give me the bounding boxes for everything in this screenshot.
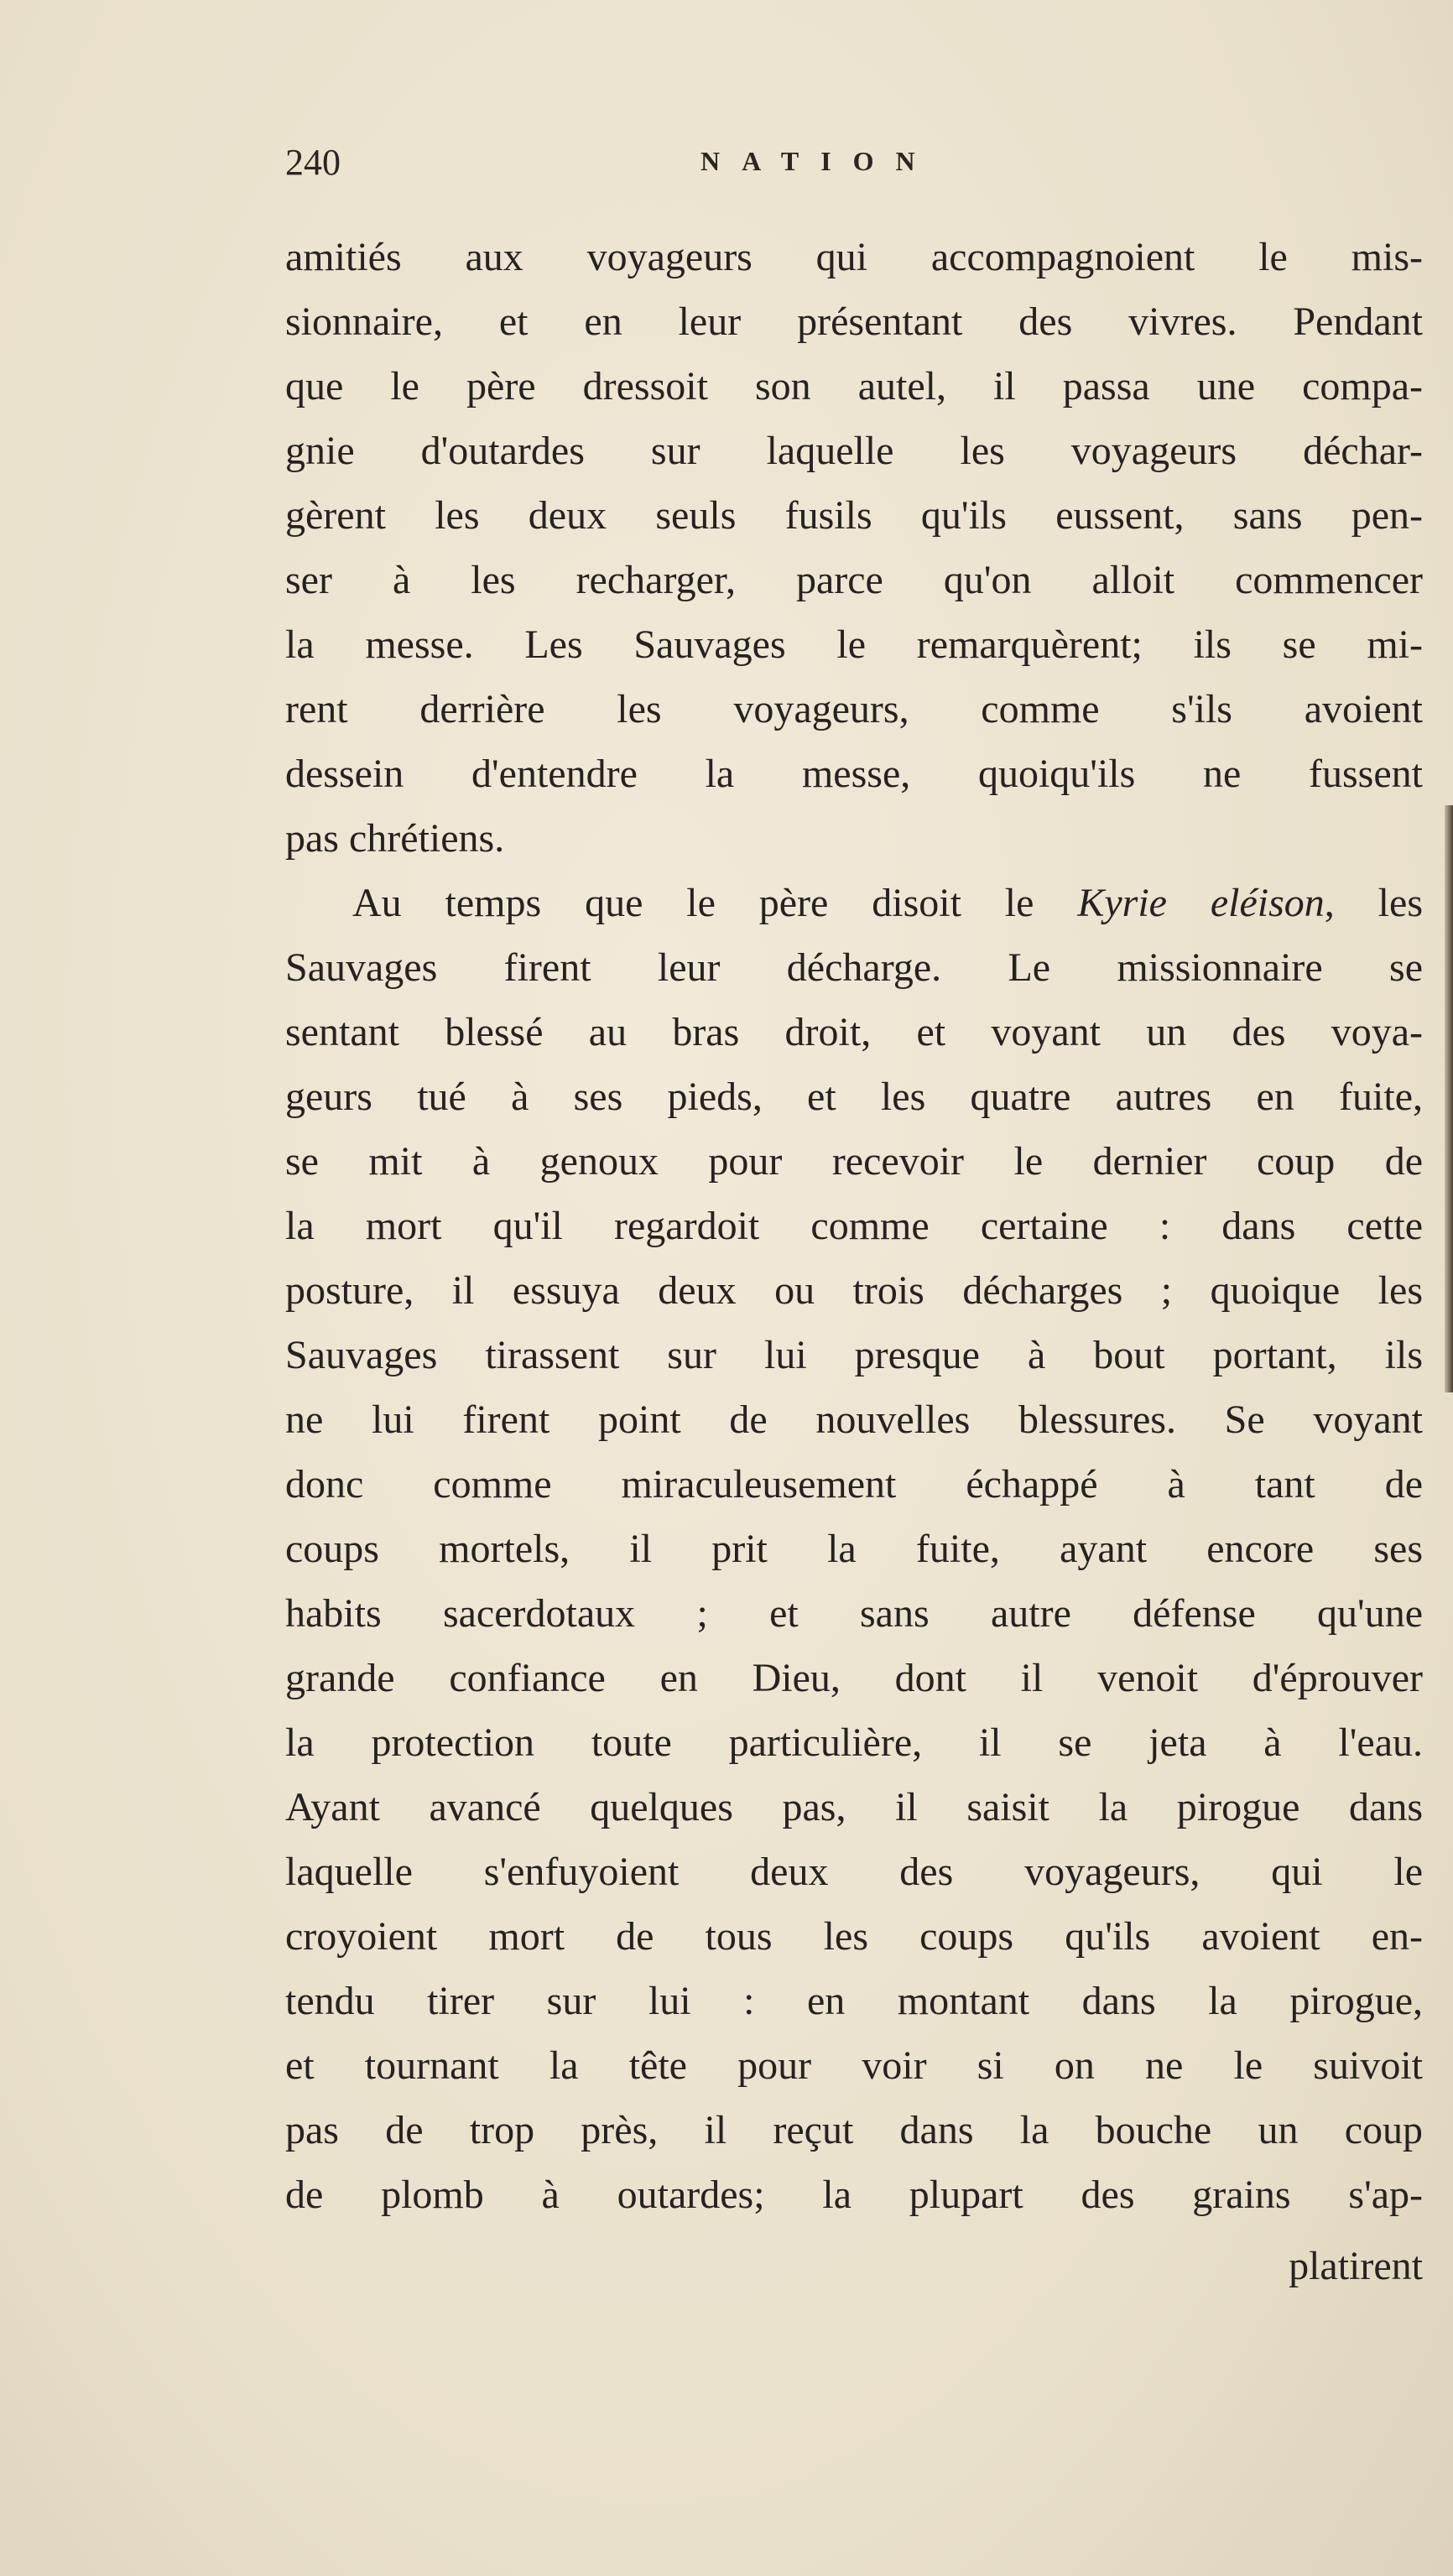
text-line	[285, 871, 1423, 935]
text-line: gnie d'outardes sur laquelle les voyageurs déchar-	[285, 429, 1423, 473]
body-text	[285, 225, 1423, 2298]
text-line: ser à les recharger, parce qu'on alloit commencer	[285, 558, 1423, 602]
text-line: donc comme miraculeusement échappé à tant de	[285, 1462, 1423, 1507]
page-number: 240	[285, 142, 341, 183]
text-line: croyoient mort de tous les coups qu'ils avoient en-	[285, 1914, 1423, 1959]
text-line: coups mortels, il prit la fuite, ayant encore ses	[285, 1527, 1423, 1571]
page-header	[285, 141, 1174, 191]
text-line: sentant blessé au bras droit, et voyant un des voya-	[285, 1010, 1423, 1054]
text-line: laquelle s'enfuyoient deux des voyageurs, qui le	[285, 1850, 1423, 1894]
text-line: pas chrétiens.	[285, 816, 505, 861]
text-line: ne lui firent point de nouvelles blessures. Se voyant	[285, 1397, 1423, 1442]
text-line: Sauvages firent leur décharge. Le missionnaire se	[285, 945, 1423, 990]
text-line: habits sacerdotaux ; et sans autre défense qu'une	[285, 1591, 1423, 1636]
text-line: amitiés aux voyageurs qui accompagnoient le mis-	[285, 235, 1423, 279]
text-line: la messe. Les Sauvages le remarquèrent; ils se mi-	[285, 622, 1423, 667]
text-line: et tournant la tête pour voir si on ne le suivoit	[285, 2043, 1423, 2088]
text-line: dessein d'entendre la messe, quoiqu'ils ne fussent	[285, 752, 1423, 796]
catchword: platirent	[1289, 2244, 1423, 2288]
text-line: se mit à genoux pour recevoir le dernier coup de	[285, 1139, 1423, 1184]
italic-phrase: Kyrie eléison	[1077, 881, 1325, 925]
text-line: grande confiance en Dieu, dont il venoit d'éprouver	[285, 1656, 1423, 1700]
text-line: geurs tué à ses pieds, et les quatre autres en fuite,	[285, 1075, 1423, 1119]
text-span: , les	[1324, 881, 1423, 925]
running-title: NATION	[700, 146, 937, 176]
text-line: posture, il essuya deux ou trois décharges ; quoique les	[285, 1268, 1423, 1313]
text-line: la mort qu'il regardoit comme certaine : dans cette	[285, 1204, 1423, 1248]
text-line: de plomb à outardes; la plupart des grains s'ap-	[285, 2173, 1423, 2217]
text-line: sionnaire, et en leur présentant des vivres. Pendant	[285, 299, 1423, 344]
text-line: que le père dressoit son autel, il passa une compa-	[285, 364, 1423, 409]
text-line: pas de trop près, il reçut dans la bouche un coup	[285, 2108, 1423, 2152]
page-edge-shadow	[1445, 805, 1453, 1392]
text-line: la protection toute particulière, il se jeta à l'eau.	[285, 1720, 1423, 1765]
text-line: tendu tirer sur lui : en montant dans la pirogue,	[285, 1979, 1423, 2023]
text-line: Ayant avancé quelques pas, il saisit la pirogue dans	[285, 1785, 1423, 1829]
text-line: Sauvages tirassent sur lui presque à bout portant, ils	[285, 1333, 1423, 1377]
text-line: rent derrière les voyageurs, comme s'ils avoient	[285, 687, 1423, 731]
text-span: Au temps que le père disoit le	[352, 881, 1078, 925]
text-line: gèrent les deux seuls fusils qu'ils eussent, sans pen-	[285, 493, 1423, 538]
